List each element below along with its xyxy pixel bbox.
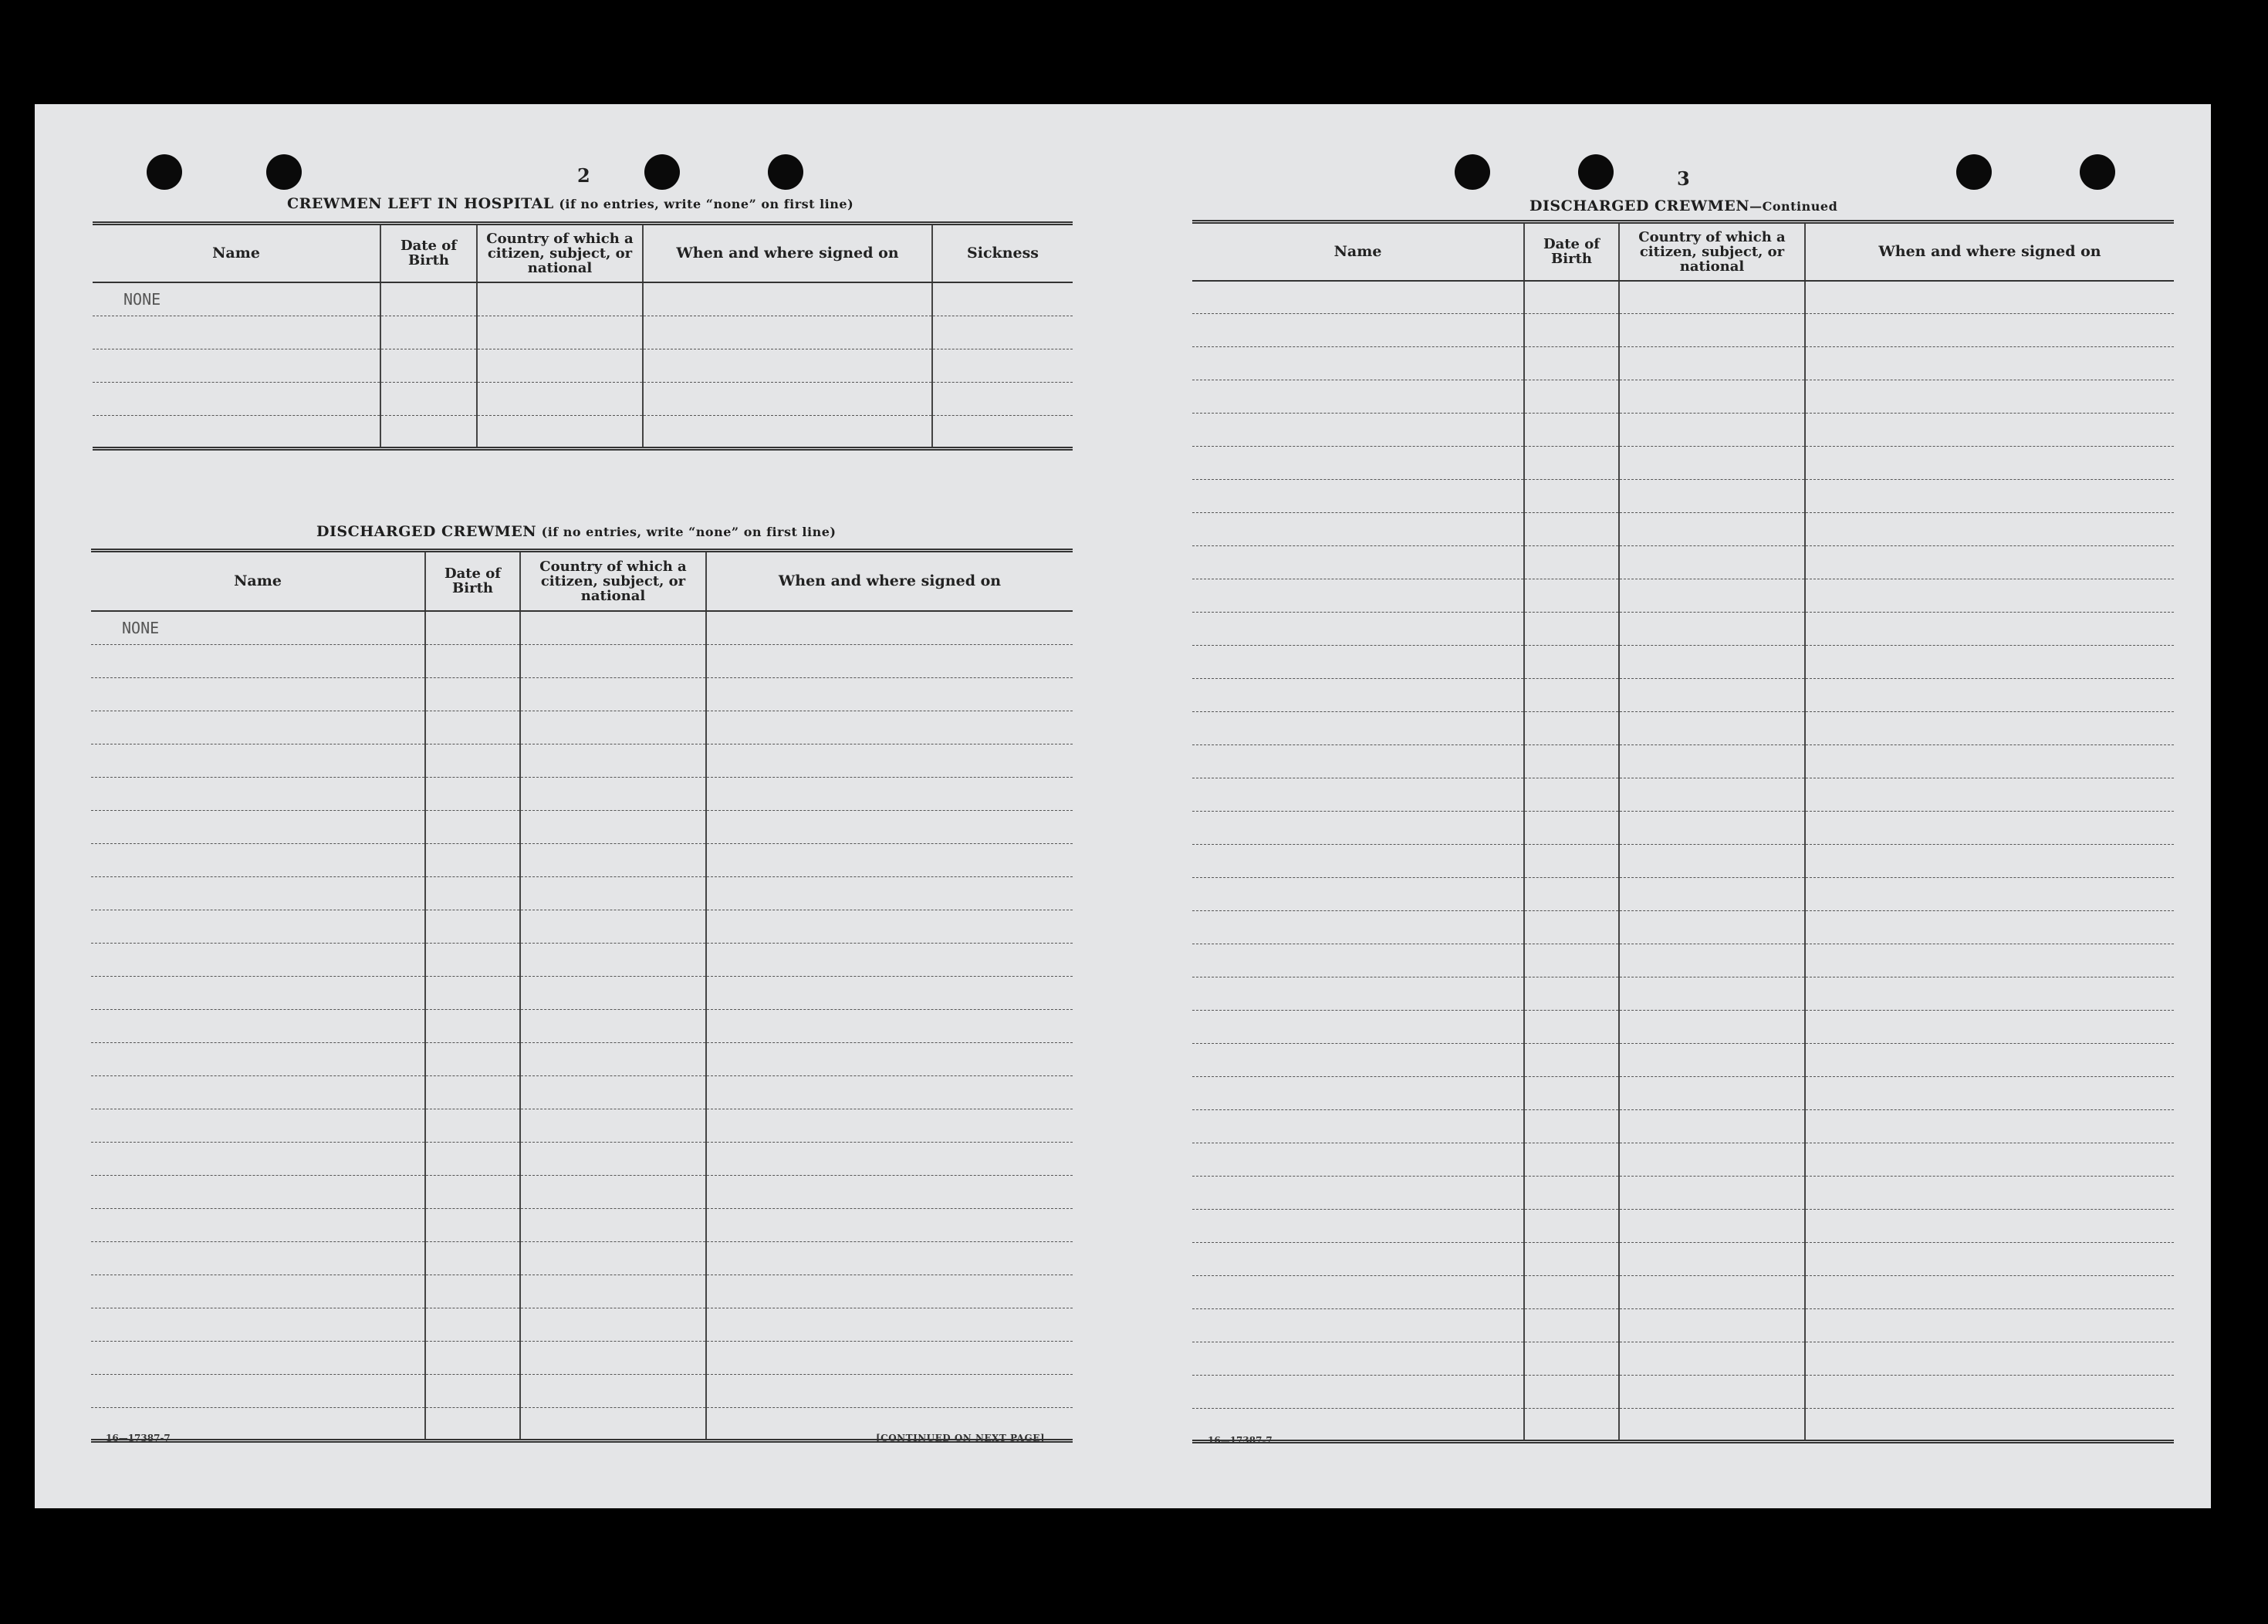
col-header-country: Country of which a citizen, subject, or national [520,551,706,611]
table-row [91,1109,1073,1143]
table-row [1192,1011,2174,1044]
table-row [1192,414,2174,447]
punch-hole [1578,154,1614,190]
discharged-section-title [316,523,836,540]
table-row [1192,380,2174,414]
table-row [1192,977,2174,1011]
table-row [91,1275,1073,1308]
table-row [1192,281,2174,314]
discharged-title-caps: DISCHARGED CREWMEN [316,523,537,540]
table-row [1192,1143,2174,1177]
table-row [91,778,1073,811]
page-number-left: 2 [577,164,590,187]
table-row [1192,911,2174,944]
table-row [91,811,1073,844]
hospital-title-note: (if no entries, write “none” on first line) [559,197,854,211]
table-row [93,349,1073,383]
punch-hole [266,154,302,190]
form-code-left: 16—17387-7 [106,1433,171,1443]
table-row [91,977,1073,1010]
col-header-name: Name [93,224,380,282]
punch-hole [147,154,182,190]
col-header-name: Name [1192,222,1524,281]
punch-hole [768,154,803,190]
col-header-date-of-birth: Date of Birth [380,224,477,282]
table-row [91,678,1073,711]
table-row [1192,646,2174,679]
table-row [91,944,1073,977]
table-row [91,744,1073,778]
table-row [91,1143,1073,1176]
punch-hole [2080,154,2115,190]
table-row [91,645,1073,678]
table-row [1192,1243,2174,1276]
table-row [93,383,1073,416]
table-row [91,1176,1073,1209]
col-header-country: Country of which a citizen, subject, or national [1619,222,1805,281]
discharged-entry-name[interactable]: NONE [91,611,425,645]
table-row [91,711,1073,744]
table-row [91,1043,1073,1076]
col-header-sickness: Sickness [932,224,1073,282]
table-row [1192,480,2174,513]
table-row [1192,513,2174,546]
table-row [91,1242,1073,1275]
col-header-signed-on: When and where signed on [1805,222,2174,281]
table-row [91,1076,1073,1109]
col-header-date-of-birth: Date of Birth [425,551,520,611]
table-row [1192,1376,2174,1409]
col-header-signed-on: When and where signed on [643,224,932,282]
table-row [1192,878,2174,911]
table-row [1192,745,2174,778]
punch-hole [1956,154,1992,190]
discharged-table [91,549,1073,1443]
hospital-entry-name[interactable]: NONE [93,282,380,316]
hospital-section-title [287,195,853,212]
discharged-continued-suffix: —Continued [1749,199,1838,214]
col-header-name: Name [91,551,425,611]
table-row [1192,944,2174,977]
table-row [93,316,1073,349]
table-row [1192,579,2174,613]
table-row [1192,679,2174,712]
form-code-right: 16—17387-7 [1208,1435,1273,1446]
table-row [1192,314,2174,347]
discharged-title-note: (if no entries, write “none” on first line) [541,525,837,539]
table-row [1192,1342,2174,1376]
table-row [91,910,1073,944]
discharged-continued-caps: DISCHARGED CREWMEN [1529,198,1750,214]
table-row [1192,546,2174,579]
table-row [1192,447,2174,480]
table-row [1192,712,2174,745]
table-row [1192,812,2174,845]
discharged-continued-table [1192,220,2174,1443]
table-row [93,416,1073,449]
table-row [1192,1177,2174,1210]
punch-hole [1455,154,1490,190]
page-number-right: 3 [1677,167,1690,190]
hospital-title-caps: CREWMEN LEFT IN HOSPITAL [287,195,554,212]
table-row [1192,613,2174,646]
table-row [1192,1210,2174,1243]
table-row [1192,1409,2174,1442]
table-row [91,877,1073,910]
col-header-signed-on: When and where signed on [706,551,1073,611]
col-header-country: Country of which a citizen, subject, or national [477,224,643,282]
table-row [91,1375,1073,1408]
table-row [1192,347,2174,380]
table-row [93,282,1073,316]
table-row [91,1209,1073,1242]
punch-hole [644,154,680,190]
discharged-continued-title [1529,198,1837,214]
table-row [91,1342,1073,1375]
continued-note: [CONTINUED ON NEXT PAGE] [876,1433,1046,1443]
table-row [1192,1309,2174,1342]
table-row [91,844,1073,877]
table-row [1192,1044,2174,1077]
col-header-date-of-birth: Date of Birth [1524,222,1619,281]
table-row [1192,1077,2174,1110]
form-sheet [35,104,2211,1508]
table-row [1192,1276,2174,1309]
table-row [91,611,1073,645]
table-row [1192,1110,2174,1143]
table-row [91,1010,1073,1043]
table-row [1192,845,2174,878]
hospital-table [93,221,1073,451]
table-row [1192,778,2174,812]
table-row [91,1308,1073,1342]
